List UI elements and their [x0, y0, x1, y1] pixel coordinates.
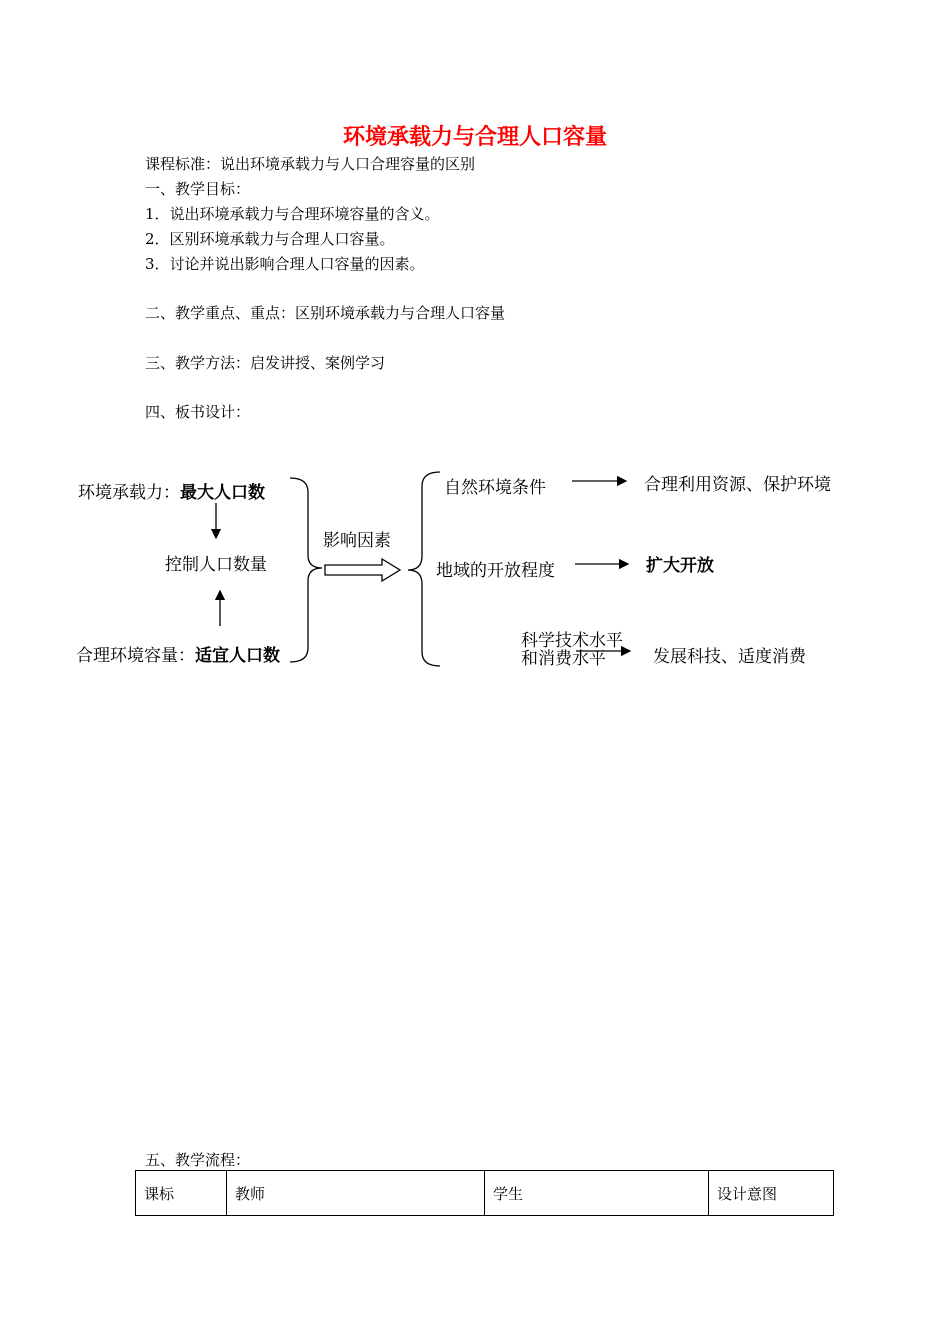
result-resources: 合理利用资源、保护环境 [644, 475, 831, 495]
factor-technology-line: 科学技术水平 [521, 631, 623, 651]
teaching-methods: 三、教学方法：启发讲授、案例学习 [145, 354, 386, 372]
board-design-heading: 四、板书设计： [145, 403, 251, 421]
factor-technology-line: 和消费水平 [521, 649, 606, 669]
block-arrow [325, 559, 400, 581]
control-population: 控制人口数量 [165, 555, 267, 575]
table-header-cell: 设计意图 [709, 1171, 834, 1216]
curriculum-standard: 课程标准：说出环境承载力与人口合理容量的区别 [145, 155, 476, 173]
page-title: 环境承载力与合理人口容量 [342, 124, 607, 150]
reasonable-label: 合理环境容量： [76, 646, 195, 666]
table-header-cell: 学生 [485, 1171, 709, 1216]
objectives-heading: 一、教学目标： [145, 180, 251, 198]
result-technology: 发展科技、适度消费 [653, 647, 806, 667]
capacity-label: 环境承载力： [78, 483, 180, 503]
objective-item: 2．区别环境承载力与合理人口容量。 [145, 230, 395, 248]
table-header-cell: 课标 [136, 1171, 227, 1216]
table-row [136, 1171, 834, 1216]
teaching-process-table [135, 1170, 834, 1216]
table-header-cell: 教师 [227, 1171, 485, 1216]
process-heading: 五、教学流程： [145, 1151, 251, 1169]
factors-label: 影响因素 [323, 531, 391, 551]
left-brace [408, 472, 440, 666]
factor-natural: 自然环境条件 [444, 478, 546, 498]
factor-openness: 地域的开放程度 [436, 561, 555, 581]
right-brace [290, 478, 322, 662]
reasonable-value: 适宜人口数 [195, 646, 280, 666]
objective-item: 1．说出环境承载力与合理环境容量的含义。 [145, 205, 440, 223]
objective-item: 3．讨论并说出影响合理人口容量的因素。 [145, 255, 425, 273]
capacity-value: 最大人口数 [180, 483, 265, 503]
result-open: 扩大开放 [646, 556, 714, 576]
key-points: 二、教学重点、重点：区别环境承载力与合理人口容量 [145, 304, 506, 322]
